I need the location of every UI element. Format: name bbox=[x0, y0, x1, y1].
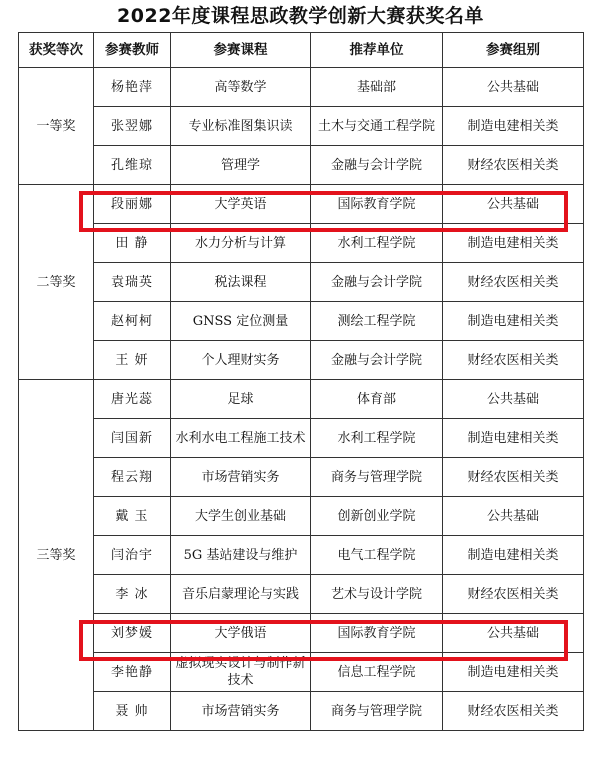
course-cell: 专业标准图集识读 bbox=[171, 107, 311, 146]
group-cell: 制造电建相关类 bbox=[443, 107, 584, 146]
teacher-cell: 聂 帅 bbox=[94, 692, 171, 731]
unit-cell: 艺术与设计学院 bbox=[311, 575, 443, 614]
teacher-cell: 刘梦媛 bbox=[94, 614, 171, 653]
rank-cell: 一等奖 bbox=[19, 68, 94, 185]
course-cell: 虚拟现实设计与制作新技术 bbox=[171, 653, 311, 692]
table-row bbox=[19, 536, 584, 575]
table-header-row bbox=[19, 33, 584, 68]
teacher-cell: 袁瑞英 bbox=[94, 263, 171, 302]
group-cell: 财经农医相关类 bbox=[443, 146, 584, 185]
unit-cell: 水利工程学院 bbox=[311, 419, 443, 458]
course-cell: 大学生创业基础 bbox=[171, 497, 311, 536]
course-cell: 水力分析与计算 bbox=[171, 224, 311, 263]
course-cell: 高等数学 bbox=[171, 68, 311, 107]
group-cell: 制造电建相关类 bbox=[443, 419, 584, 458]
unit-cell: 水利工程学院 bbox=[311, 224, 443, 263]
table-row bbox=[19, 380, 584, 419]
unit-cell: 金融与会计学院 bbox=[311, 263, 443, 302]
teacher-cell: 闫治宇 bbox=[94, 536, 171, 575]
teacher-cell: 李 冰 bbox=[94, 575, 171, 614]
teacher-cell: 赵柯柯 bbox=[94, 302, 171, 341]
course-cell: 市场营销实务 bbox=[171, 458, 311, 497]
rank-cell: 三等奖 bbox=[19, 380, 94, 731]
header-group: 参赛组别 bbox=[443, 33, 584, 68]
group-cell: 财经农医相关类 bbox=[443, 341, 584, 380]
teacher-cell: 田 静 bbox=[94, 224, 171, 263]
table-row bbox=[19, 68, 584, 107]
page-title: 2022年度课程思政教学创新大赛获奖名单 bbox=[117, 5, 484, 27]
group-cell: 公共基础 bbox=[443, 185, 584, 224]
table-row bbox=[19, 653, 584, 692]
table-row bbox=[19, 224, 584, 263]
teacher-cell: 杨艳萍 bbox=[94, 68, 171, 107]
unit-cell: 创新创业学院 bbox=[311, 497, 443, 536]
course-cell: 税法课程 bbox=[171, 263, 311, 302]
group-cell: 制造电建相关类 bbox=[443, 653, 584, 692]
course-cell: 市场营销实务 bbox=[171, 692, 311, 731]
unit-cell: 体育部 bbox=[311, 380, 443, 419]
group-cell: 公共基础 bbox=[443, 68, 584, 107]
group-cell: 财经农医相关类 bbox=[443, 575, 584, 614]
course-cell: 足球 bbox=[171, 380, 311, 419]
unit-cell: 商务与管理学院 bbox=[311, 458, 443, 497]
header-rank: 获奖等次 bbox=[19, 33, 94, 68]
table-row bbox=[19, 146, 584, 185]
table-row bbox=[19, 185, 584, 224]
group-cell: 公共基础 bbox=[443, 614, 584, 653]
teacher-cell: 孔维琼 bbox=[94, 146, 171, 185]
unit-cell: 基础部 bbox=[311, 68, 443, 107]
rank-cell: 二等奖 bbox=[19, 185, 94, 380]
group-cell: 公共基础 bbox=[443, 380, 584, 419]
course-cell: 大学英语 bbox=[171, 185, 311, 224]
unit-cell: 电气工程学院 bbox=[311, 536, 443, 575]
table-row bbox=[19, 614, 584, 653]
unit-cell: 测绘工程学院 bbox=[311, 302, 443, 341]
group-cell: 制造电建相关类 bbox=[443, 302, 584, 341]
table-row bbox=[19, 341, 584, 380]
unit-cell: 商务与管理学院 bbox=[311, 692, 443, 731]
course-cell: 个人理财实务 bbox=[171, 341, 311, 380]
award-table bbox=[18, 32, 584, 731]
group-cell: 制造电建相关类 bbox=[443, 536, 584, 575]
course-cell: 水利水电工程施工技术 bbox=[171, 419, 311, 458]
table-row bbox=[19, 575, 584, 614]
unit-cell: 土木与交通工程学院 bbox=[311, 107, 443, 146]
header-unit: 推荐单位 bbox=[311, 33, 443, 68]
unit-cell: 国际教育学院 bbox=[311, 185, 443, 224]
header-course: 参赛课程 bbox=[171, 33, 311, 68]
unit-cell: 金融与会计学院 bbox=[311, 146, 443, 185]
group-cell: 制造电建相关类 bbox=[443, 224, 584, 263]
unit-cell: 国际教育学院 bbox=[311, 614, 443, 653]
table-row bbox=[19, 302, 584, 341]
course-cell: 管理学 bbox=[171, 146, 311, 185]
table-row bbox=[19, 263, 584, 302]
teacher-cell: 闫国新 bbox=[94, 419, 171, 458]
group-cell: 财经农医相关类 bbox=[443, 263, 584, 302]
table-row bbox=[19, 419, 584, 458]
course-cell: 音乐启蒙理论与实践 bbox=[171, 575, 311, 614]
course-cell: GNSS 定位测量 bbox=[171, 302, 311, 341]
group-cell: 财经农医相关类 bbox=[443, 458, 584, 497]
table-row bbox=[19, 692, 584, 731]
teacher-cell: 王 妍 bbox=[94, 341, 171, 380]
unit-cell: 信息工程学院 bbox=[311, 653, 443, 692]
unit-cell: 金融与会计学院 bbox=[311, 341, 443, 380]
teacher-cell: 段丽娜 bbox=[94, 185, 171, 224]
table-row bbox=[19, 497, 584, 536]
course-cell: 5G 基站建设与维护 bbox=[171, 536, 311, 575]
teacher-cell: 程云翔 bbox=[94, 458, 171, 497]
teacher-cell: 戴 玉 bbox=[94, 497, 171, 536]
table-row bbox=[19, 458, 584, 497]
header-teacher: 参赛教师 bbox=[94, 33, 171, 68]
group-cell: 财经农医相关类 bbox=[443, 692, 584, 731]
table-row bbox=[19, 107, 584, 146]
teacher-cell: 李艳静 bbox=[94, 653, 171, 692]
course-cell: 大学俄语 bbox=[171, 614, 311, 653]
teacher-cell: 张翌娜 bbox=[94, 107, 171, 146]
group-cell: 公共基础 bbox=[443, 497, 584, 536]
teacher-cell: 唐光蕊 bbox=[94, 380, 171, 419]
